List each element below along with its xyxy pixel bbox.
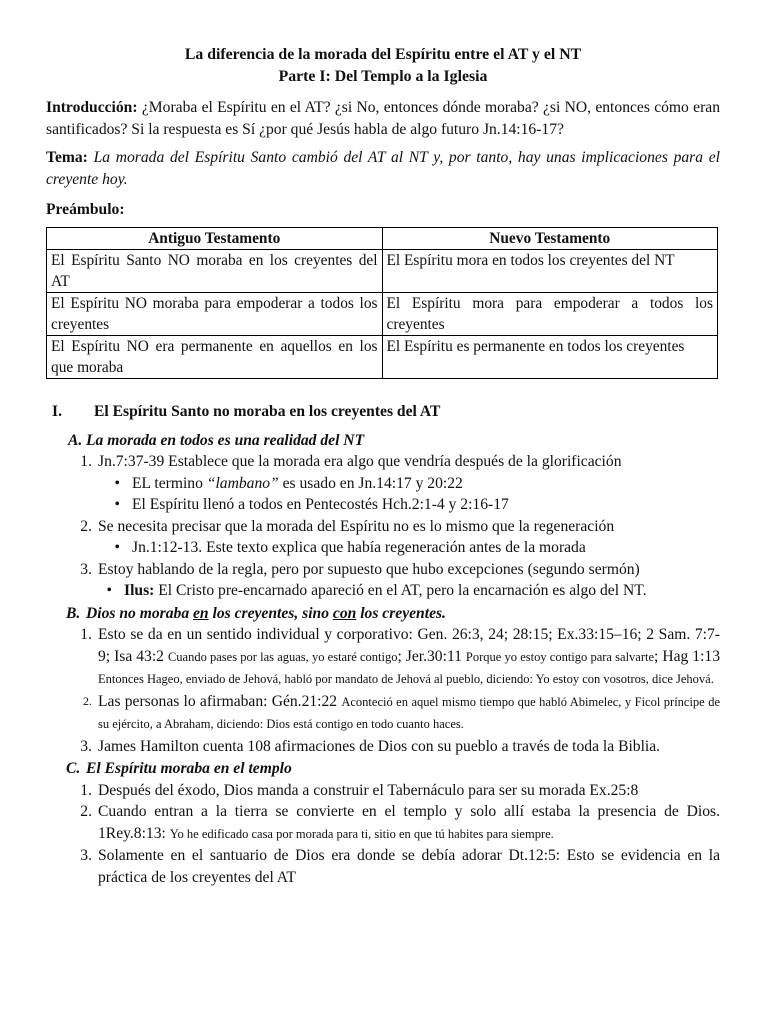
list-item: 1. Esto se da en un sentido individual y corporativo: Gen. 26:3, 24; 28:15; Ex.33:15–16; 2 Sam. 7:7-9; Isa 43:2 Cuando pases por las aguas, yo estaré contigo; Jer.30:11 Porque yo estoy contigo para salvarte; Hag 1:13 Entonces Hageo, enviado de Jehová, habló por mandato de Jehová al pueblo, diciendo: Yo estoy con vosotros, dice Jehová. (80, 626, 721, 686)
document-page (46, 44, 720, 888)
list-item: 3. Estoy hablando de la regla, pero por supuesto que hubo excepciones (segundo sermón) (80, 560, 640, 578)
table-header-nt: Nuevo Testamento (382, 227, 718, 250)
bullet-item: • El Espíritu llenó a todos en Pentecostés Hch.2:1-4 y 2:16-17 (46, 494, 720, 516)
subsection-title: La morada en todos es una realidad del NT (86, 431, 365, 449)
list-item: 2. Se necesita precisar que la morada del Espíritu no es lo mismo que la regeneración (80, 517, 615, 535)
subsection-title: El Espíritu moraba en el templo (86, 760, 292, 777)
introduction-paragraph (46, 97, 720, 140)
tema-label: Tema: (46, 149, 88, 166)
list-item: 1. Después del éxodo, Dios manda a construir el Tabernáculo para ser su morada Ex.25:8 (80, 781, 639, 799)
subsection-c-heading (46, 758, 720, 780)
subsection-a-heading (46, 430, 720, 452)
subsection-b-heading (46, 603, 720, 625)
section-number: I. (52, 403, 62, 420)
table-cell: El Espíritu mora en todos los creyentes del NT (382, 250, 718, 293)
list-item: 2. Cuando entran a la tierra se convierte en el templo y solo allí estaba la presencia de Dios. 1Rey.8:13: Yo he edificado casa por morada para ti, sitio en que tú habites para siempre. (80, 803, 720, 842)
subsection-letter: C. (66, 760, 81, 777)
bullet-item: • Ilus: El Cristo pre-encarnado apareció en el AT, pero la encarnación es algo del NT. (46, 580, 720, 602)
table-row (47, 336, 718, 379)
list-item: 3. Solamente en el santuario de Dios era donde se debía adorar Dt.12:5: Esto se evidencia en la práctica de los creyentes del AT (80, 847, 720, 886)
table-cell: El Espíritu es permanente en todos los creyentes (382, 336, 718, 379)
section-title: El Espíritu Santo no moraba en los creyentes del AT (94, 403, 441, 420)
list-item: 2. Las personas lo afirmaban: Gén.21:22 Aconteció en aquel mismo tiempo que habló Abimelec, y Ficol príncipe de su ejército, a Abraham, diciendo: Dios está contigo en todo cuanto haces. (83, 692, 720, 731)
introduction-label: Introducción: (46, 99, 138, 116)
tema-paragraph (46, 147, 720, 190)
bullet-item: • Jn.1:12-13. Este texto explica que había regeneración antes de la morada (46, 537, 720, 559)
bullet-icon: • (106, 582, 112, 599)
subsection-letter: B. (66, 604, 81, 622)
table-cell: El Espíritu mora para empoderar a todos los creyentes (382, 293, 718, 336)
table-cell: El Espíritu NO era permanente en aquellos en los que moraba (47, 336, 383, 379)
comparison-table (46, 227, 718, 380)
bullet-icon: • (114, 539, 120, 556)
table-header-at: Antiguo Testamento (47, 227, 383, 250)
table-header-row (47, 227, 718, 250)
list-item: 1. Jn.7:37-39 Establece que la morada era algo que vendría después de la glorificación (80, 453, 622, 470)
table-cell: El Espíritu Santo NO moraba en los creyentes del AT (47, 250, 383, 293)
table-row (47, 293, 718, 336)
section-heading (46, 401, 720, 423)
tema-text: La morada del Espíritu Santo cambió del AT al NT y, por tanto, hay unas implicaciones para el creyente hoy. (46, 149, 720, 188)
bullet-item: • EL termino “lambano” es usado en Jn.14:17 y 20:22 (46, 473, 720, 495)
document-subtitle: Parte I: Del Templo a la Iglesia (278, 68, 488, 85)
subsection-letter: A. (68, 431, 83, 449)
preambulo-heading: Preámbulo: (46, 201, 125, 218)
table-cell: El Espíritu NO moraba para empoderar a todos los creyentes (47, 293, 383, 336)
introduction-text: ¿Moraba el Espíritu en el AT? ¿si No, entonces dónde moraba? ¿si NO, entonces cómo eran santificados? Si la respuesta es Sí ¿por qué Jesús habla de algo futuro Jn.14:16-17? (46, 99, 720, 138)
bullet-icon: • (114, 496, 120, 513)
list-item: 3. James Hamilton cuenta 108 afirmaciones de Dios con su pueblo a través de toda la Biblia. (80, 737, 661, 755)
bullet-icon: • (114, 474, 120, 492)
document-title: La diferencia de la morada del Espíritu entre el AT y el NT (184, 46, 582, 63)
table-row (47, 250, 718, 293)
subsection-title: Dios no moraba en los creyentes, sino con los creyentes. (86, 604, 446, 622)
